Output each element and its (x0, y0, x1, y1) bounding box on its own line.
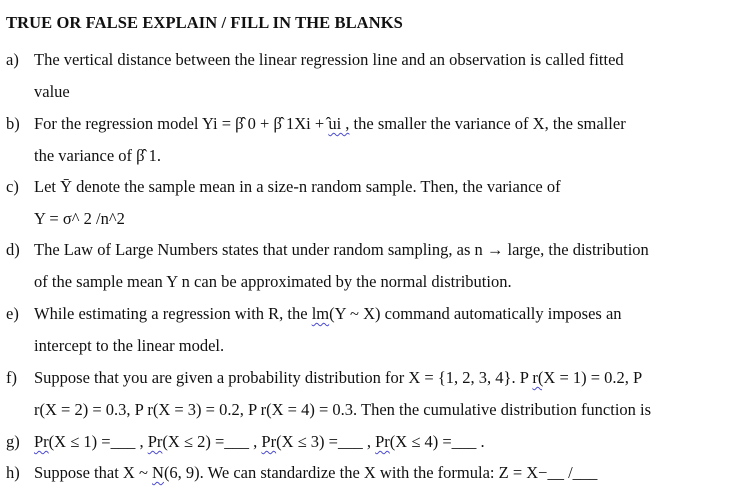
text-segment: (X ≤ 1) =___ , (48, 432, 148, 451)
item-line: r(X = 2) = 0.3, P r(X = 3) = 0.2, P r(X = 4) = 0.3. Then the cumulative distribution function is (34, 400, 652, 419)
item-marker: f) (6, 368, 17, 387)
item-marker: e) (6, 304, 19, 323)
item-line: value (34, 82, 70, 101)
item-line (34, 114, 626, 134)
item-line: The vertical distance between the linear regression line and an observation is called fitted (34, 50, 624, 69)
text-segment: For the regression model Yi = β̂ 0 + β̂ 1Xi + (34, 114, 329, 133)
item-marker: d) (6, 240, 20, 259)
spellcheck-flagged-text: ̂ui , (328, 114, 350, 133)
item-marker: c) (6, 177, 19, 196)
spellcheck-flagged-text: N (152, 463, 164, 482)
item-line (34, 304, 622, 324)
item-line: Let Ȳ denote the sample mean in a size-n random sample. Then, the variance of (34, 177, 561, 196)
page-heading: TRUE OR FALSE EXPLAIN / FILL IN THE BLANKS (6, 13, 403, 32)
spellcheck-flagged-text: Pr (34, 432, 49, 451)
text-segment: the smaller the variance of X, the smaller (349, 114, 626, 133)
text-segment: Suppose that X ~ (34, 463, 153, 482)
spellcheck-flagged-text: Pr (147, 432, 163, 451)
text-segment: (Y ~ X) command automatically imposes an (329, 304, 622, 323)
spellcheck-flagged-text: Pr (261, 432, 277, 451)
text-segment: While estimating a regression with R, the (34, 304, 312, 323)
item-marker: b) (6, 114, 20, 133)
item-line: The Law of Large Numbers states that under random sampling, as n → large, the distribution (34, 240, 649, 259)
item-marker: a) (6, 50, 19, 69)
text-segment: (6, 9). We can standardize the X with the formula: Z = X−__ /___ (163, 463, 598, 482)
spellcheck-flagged-text: lm (311, 304, 330, 323)
item-marker: g) (6, 432, 20, 451)
text-segment: (X ≤ 3) =___ , (276, 432, 376, 451)
item-line: Y = σ^ 2 /n^2 (34, 209, 125, 228)
item-marker: h) (6, 463, 20, 482)
text-segment: (X ≤ 2) =___ , (162, 432, 262, 451)
item-line (34, 368, 642, 388)
item-line: the variance of β̂ 1. (34, 146, 162, 165)
text-segment: Suppose that you are given a probability distribution for X = {1, 2, 3, 4}. P (34, 368, 533, 387)
item-line (34, 463, 597, 483)
spellcheck-flagged-text: Pr (375, 432, 390, 451)
text-segment: (X ≤ 4) =___ . (389, 432, 485, 451)
item-line: of the sample mean Y n can be approximated by the normal distribution. (34, 272, 512, 291)
item-line (34, 432, 485, 452)
text-segment: X = 1) = 0.2, P (543, 368, 643, 387)
item-line: intercept to the linear model. (34, 336, 225, 355)
spellcheck-flagged-text: r( (532, 368, 544, 387)
